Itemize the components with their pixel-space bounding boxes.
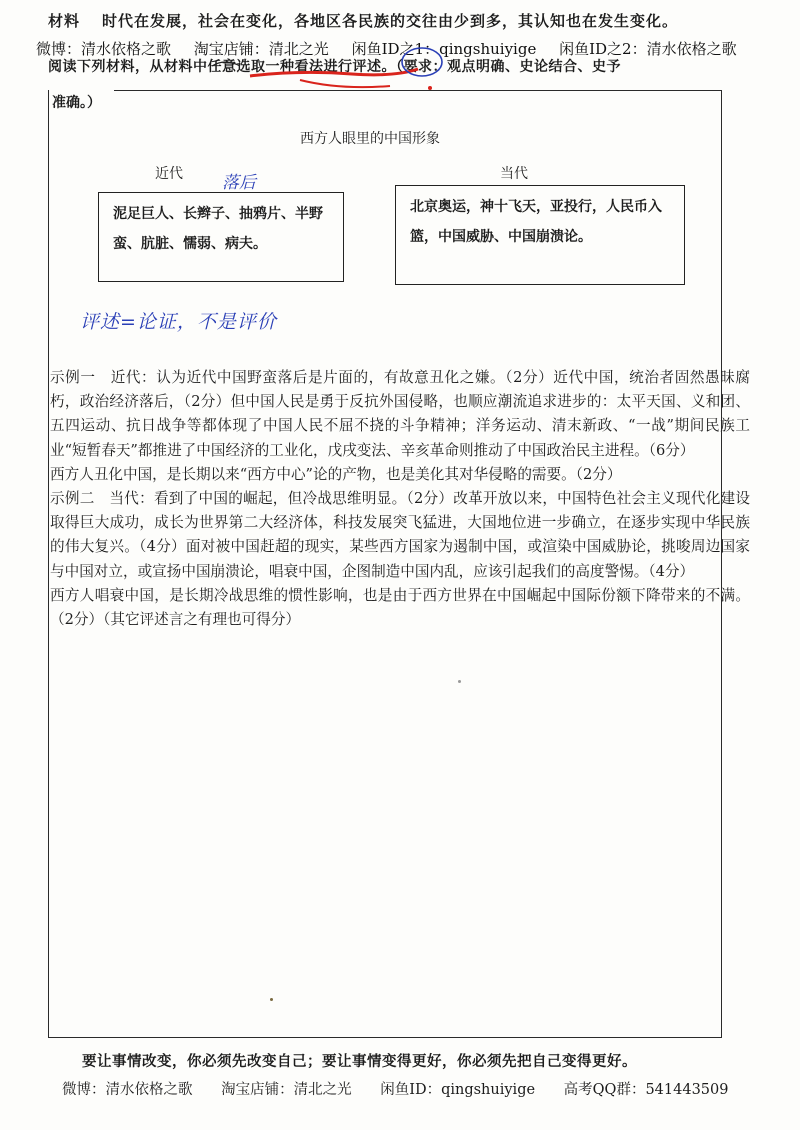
speck bbox=[458, 680, 461, 683]
bottom-watermark bbox=[62, 1078, 752, 1099]
red-underline-2 bbox=[300, 80, 390, 87]
answer-text bbox=[50, 366, 750, 632]
contemporary-label: 当代 bbox=[500, 166, 528, 182]
handwritten-note-modern: 落后 bbox=[222, 173, 256, 193]
ink-arc bbox=[212, 62, 240, 66]
instruction: 阅读下列材料，从材料中任意选取一种看法进行评述。（要求：观点明确、史论结合、史予 bbox=[48, 59, 621, 75]
modern-box: 泥足巨人、长辫子、抽鸦片、半野蛮、肮脏、懦弱、病夫。 bbox=[98, 192, 344, 282]
example-2: 示例二 当代：看到了中国的崛起，但冷战思维明显。（2分）改革开放以来，中国特色社会主义现代化建设取得巨大成功，成长为世界第二大经济体，科技发展突飞猛进，大国地位进一步确立，在逐步实现中华民族的伟大复兴。（4分）面对被中国赶超的现实，某些西方国家为遏制中国，或渲染中国威胁论，挑唆周边国家与中国对立，或宣扬中国崩溃论，唱衰中国，企图制造中国内乱，应该引起我们的高度警惕。（4分） bbox=[50, 490, 750, 580]
handwritten-note: 评述=论证，不是评价 bbox=[80, 311, 277, 333]
material-label: 材料 bbox=[48, 12, 81, 30]
material-text: 时代在发展，社会在变化，各地区各民族的交往由少到多，其认知也在发生变化。 bbox=[102, 12, 679, 30]
wm-weibo: 微博：清水依格之歌 bbox=[36, 40, 172, 58]
example-1-summary: 西方人丑化中国，是长期以来“西方中心”论的产物，也是美化其对华侵略的需要。（2分） bbox=[50, 465, 622, 483]
speck bbox=[270, 998, 273, 1001]
wm-qq-bottom: 高考QQ群：541443509 bbox=[563, 1082, 729, 1098]
modern-label: 近代 bbox=[155, 166, 183, 182]
figure-title: 西方人眼里的中国形象 bbox=[300, 131, 440, 147]
example-1: 示例一 近代：认为近代中国野蛮落后是片面的，有故意丑化之嫌。（2分）近代中国，统治者固然愚昧腐朽，政治经济落后，（2分）但中国人民是勇于反抗外国侵略，也顺应潮流追求进步的：太平天国、义和团、五四运动、抗日战争等都体现了中国人民不屈不挠的斗争精神；洋务运动、清末新政、“一战”期间民族工业“短暂春天”都推进了中国经济的工业化，戊戌变法、辛亥革命则推动了中国政治民主进程。（6分） bbox=[50, 369, 750, 459]
example-2-summary: 西方人唱衰中国，是长期冷战思维的惯性影响，也是由于西方世界在中国崛起中国际份额下降带来的不满。（2分）（其它评述言之有理也可得分） bbox=[50, 586, 750, 629]
wm-xianyu-2: 闲鱼ID之2：清水依格之歌 bbox=[559, 40, 737, 58]
wm-xianyu-1: 闲鱼ID之1：qingshuiyige bbox=[351, 40, 537, 58]
wm-xianyu-bottom: 闲鱼ID：qingshuiyige bbox=[380, 1082, 536, 1098]
blue-circle bbox=[402, 48, 442, 76]
motto: 要让事情改变，你必须先改变自己；要让事情变得更好，你必须先把自己变得更好。 bbox=[82, 1053, 637, 1070]
instruction-cont: 准确。） bbox=[52, 95, 101, 111]
wm-taobao: 淘宝店铺：清北之光 bbox=[193, 40, 329, 58]
red-underline bbox=[250, 69, 418, 76]
wm-weibo-bottom: 微博：清水依格之歌 bbox=[62, 1082, 193, 1098]
wm-taobao-bottom: 淘宝店铺：清北之光 bbox=[221, 1082, 352, 1098]
contemporary-box: 北京奥运，神十飞天，亚投行，人民币入篮，中国威胁、中国崩溃论。 bbox=[395, 185, 685, 285]
